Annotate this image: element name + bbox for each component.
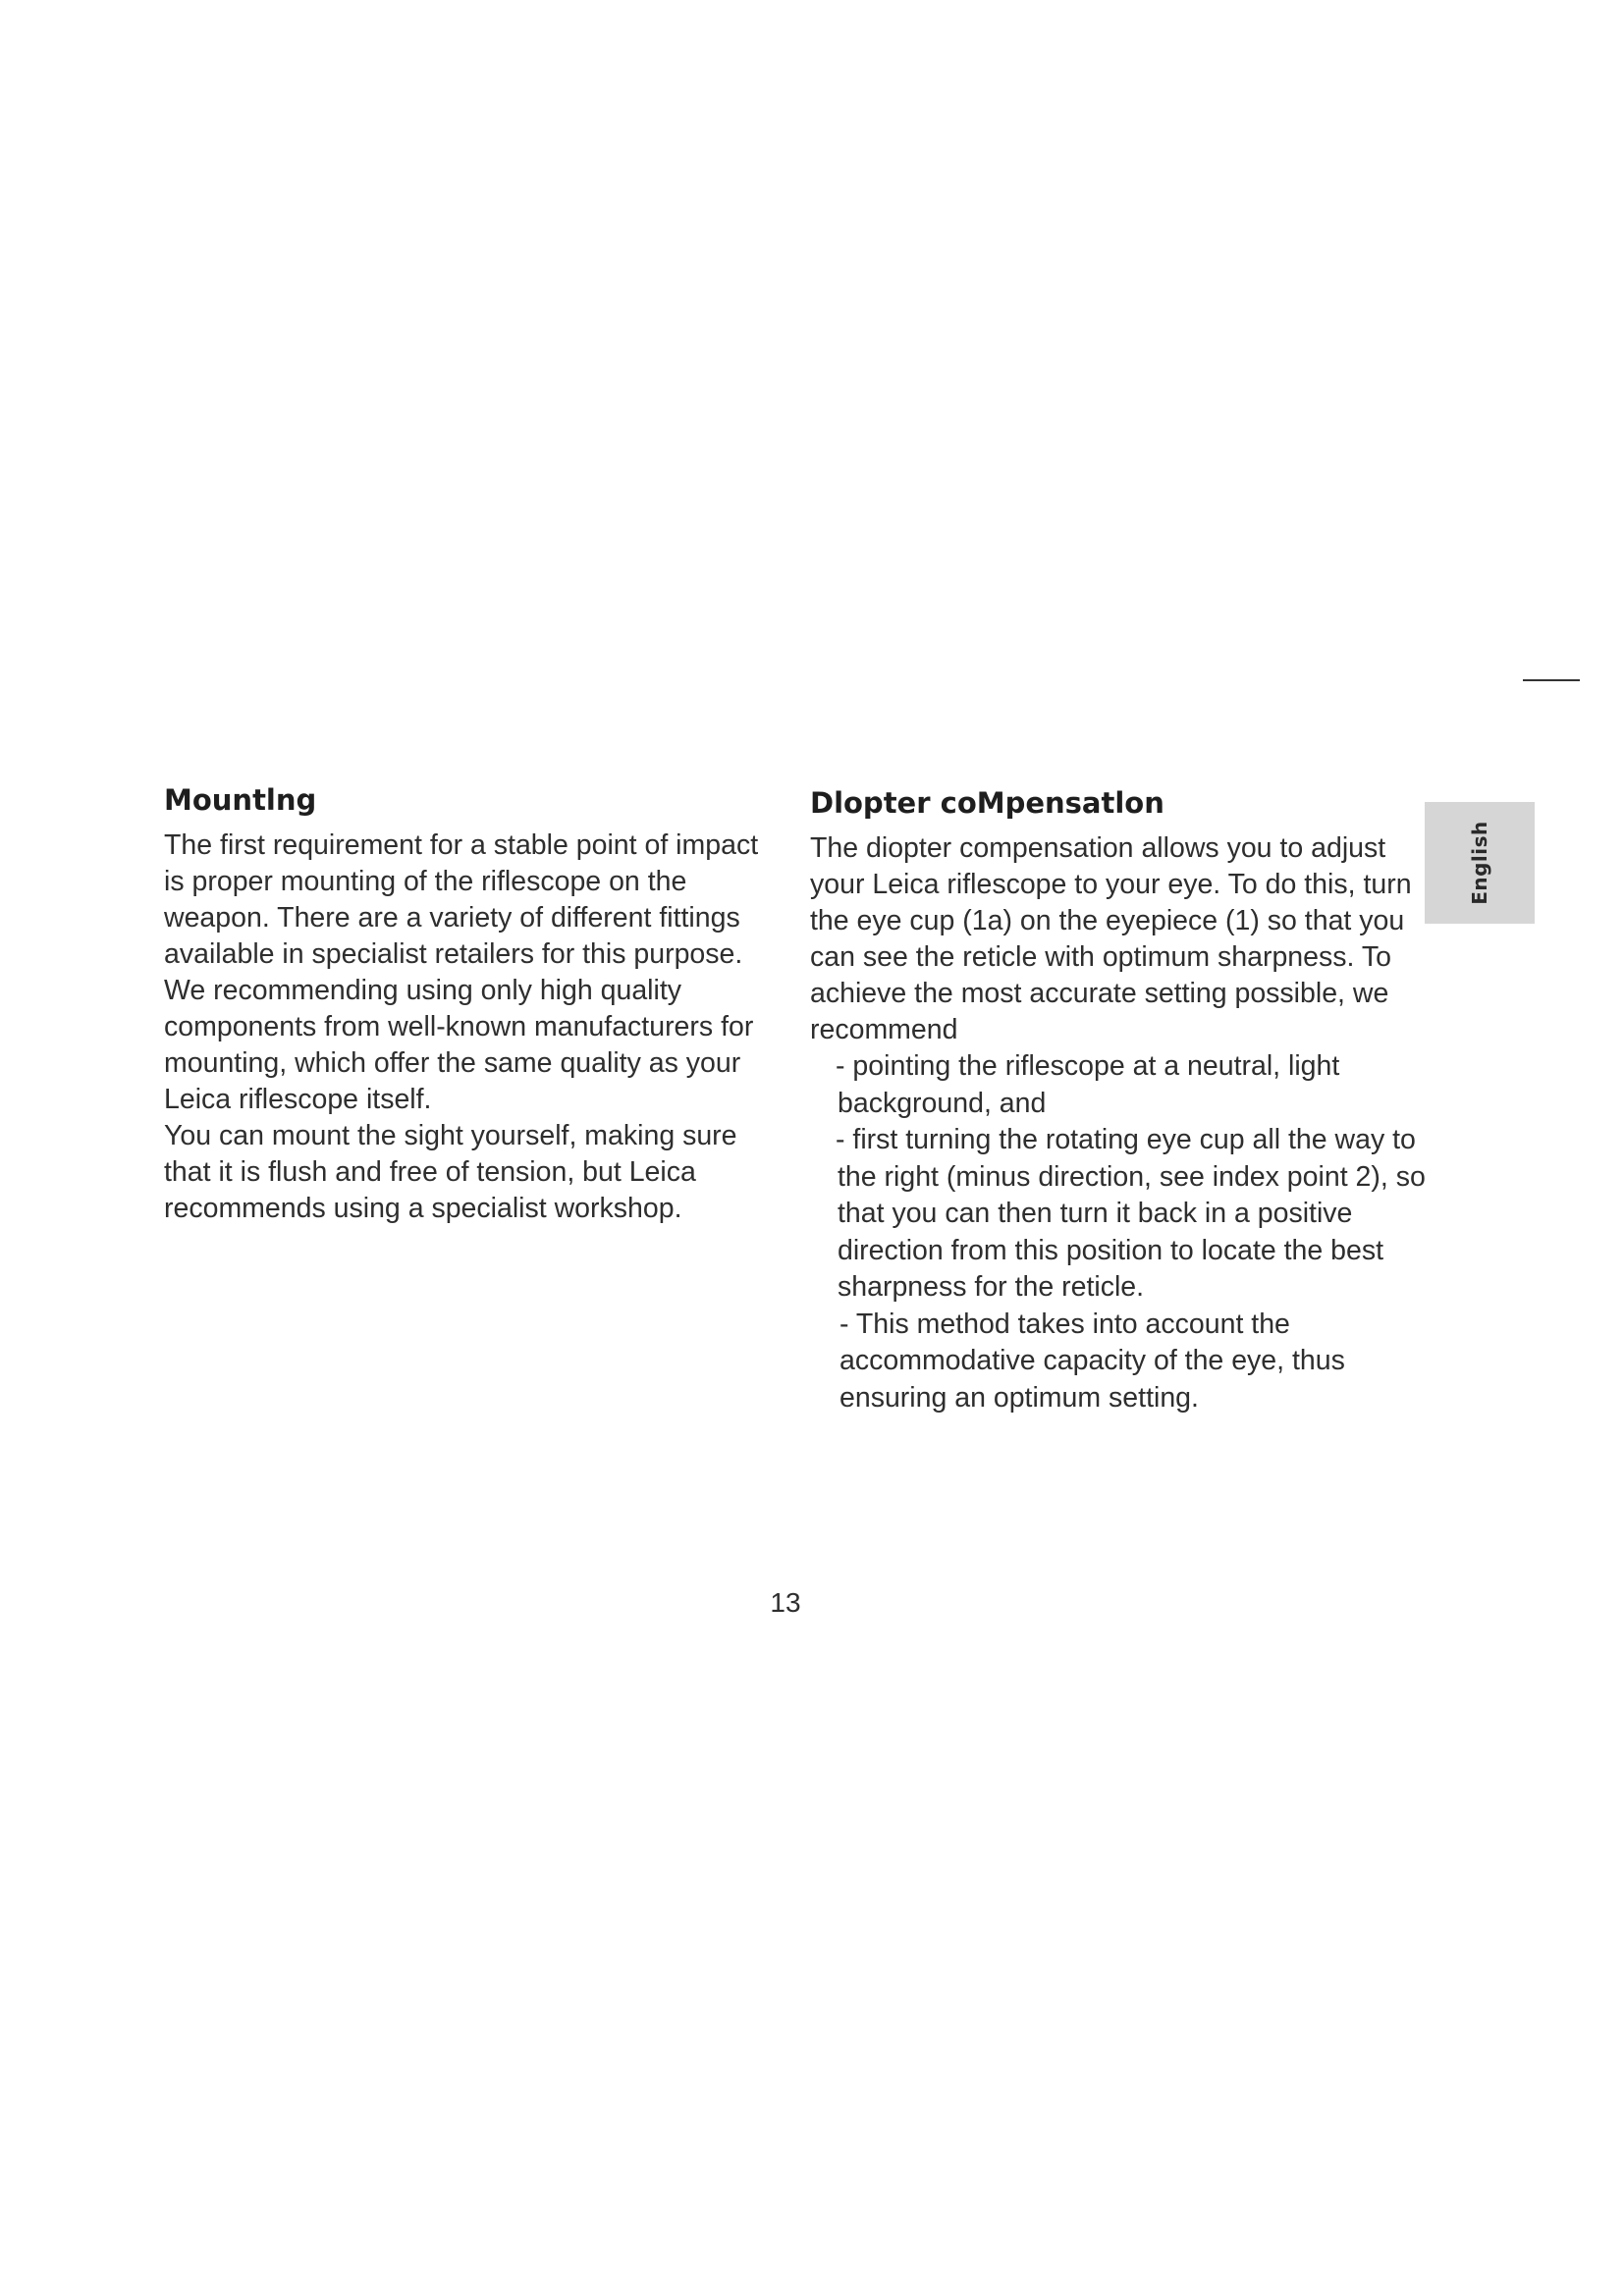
- mounting-paragraph-1: The first requirement for a stable point of impact is proper mounting of the riflescope on the weapon. There are a variety of different fittings available in specialist retailers for this purpose.: [164, 829, 759, 970]
- diopter-section: [810, 780, 1438, 1416]
- diopter-intro: The diopter compensation allows you to adjust your Leica riflescope to your eye. To do this, turn the eye cup (1a) on the eyepiece (1) so that you can see the reticle with optimum sharpness. To achieve the most accurate setting possible, we recommend: [810, 832, 1412, 1045]
- mounting-section: [164, 780, 763, 1227]
- margin-rule: [1523, 679, 1580, 681]
- diopter-step-1: - pointing the riflescope at a neutral, light background, and: [836, 1050, 1340, 1119]
- language-tab: [1425, 802, 1535, 924]
- diopter-step-2: - first turning the rotating eye cup all the way to the right (minus direction, see index point 2), so that you can then turn it back in a positive direction from this position to locate the best sharpness for the reticle.: [836, 1124, 1426, 1303]
- page-number: 13: [770, 1587, 801, 1618]
- language-tab-label: English: [1468, 821, 1491, 905]
- mounting-paragraph-2: We recommending using only high quality components from well-known manufacturers for mounting, which offer the same quality as your Leica riflescope itself.: [164, 975, 754, 1115]
- diopter-heading: Dlopter coMpensatlon: [810, 786, 1164, 820]
- diopter-note: - This method takes into account the accommodative capacity of the eye, thus ensuring an optimum setting.: [839, 1308, 1345, 1414]
- mounting-heading: Mountlng: [164, 783, 317, 817]
- diopter-steps: [810, 1048, 1438, 1307]
- mounting-paragraph-3: You can mount the sight yourself, making sure that it is flush and free of tension, but Leica recommends using a specialist workshop.: [164, 1120, 737, 1224]
